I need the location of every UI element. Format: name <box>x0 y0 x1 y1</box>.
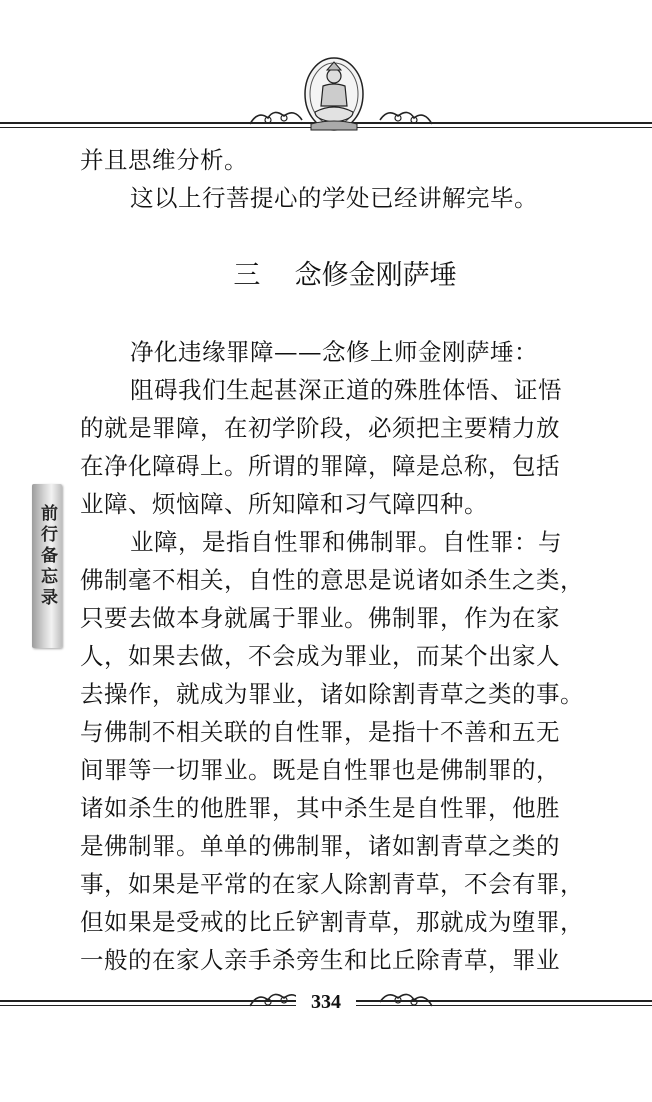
page-number: 334 <box>296 991 356 1014</box>
side-tab <box>32 484 62 648</box>
text-line: 业障、烦恼障、所知障和习气障四种。 <box>80 490 488 518</box>
text-line: 间罪等一切罪业。既是自性罪也是佛制罪的， <box>80 756 560 784</box>
text-line: 阻碍我们生起甚深正道的殊胜体悟、证悟 <box>130 376 562 404</box>
section-title: 三 念修金刚萨埵 <box>233 260 457 291</box>
side-tab-label: 前行备忘录 <box>37 504 57 609</box>
text-line: 但如果是受戒的比丘铲割青草，那就成为堕罪， <box>80 908 584 936</box>
text-line: 去操作，就成为罪业，诸如除割青草之类的事。 <box>80 680 584 708</box>
page-body <box>80 141 610 979</box>
text-line: 事，如果是平常的在家人除割青草，不会有罪， <box>80 870 584 898</box>
text-line: 与佛制不相关联的自性罪，是指十不善和五无 <box>80 718 560 746</box>
text-line: 佛制毫不相关，自性的意思是说诸如杀生之类， <box>80 566 584 594</box>
text-line: 人，如果去做，不会成为罪业，而某个出家人 <box>80 642 560 670</box>
text-line: 在净化障碍上。所谓的罪障，障是总称，包括 <box>80 452 560 480</box>
text-line: 的就是罪障，在初学阶段，必须把主要精力放 <box>80 414 560 442</box>
text-line: 只要去做本身就属于罪业。佛制罪，作为在家 <box>80 604 560 632</box>
text-line: 净化违缘罪障——念修上师金刚萨埵： <box>130 338 538 366</box>
text-line: 是佛制罪。单单的佛制罪，诸如割青草之类的 <box>80 832 560 860</box>
deity-thangka-icon <box>303 56 365 134</box>
paragraph: 这以上行菩提心的学处已经讲解完毕。 <box>130 184 538 212</box>
text-line: 业障，是指自性罪和佛制罪。自性罪：与 <box>130 528 562 556</box>
text-line: 一般的在家人亲手杀旁生和比丘除青草，罪业 <box>80 946 560 974</box>
cloud-scroll-icon <box>378 988 434 1010</box>
paragraph: 并且思维分析。 <box>80 146 248 174</box>
cloud-scroll-icon <box>378 106 434 128</box>
text-line: 诸如杀生的他胜罪，其中杀生是自性罪，他胜 <box>80 794 560 822</box>
cloud-scroll-icon <box>248 106 304 128</box>
